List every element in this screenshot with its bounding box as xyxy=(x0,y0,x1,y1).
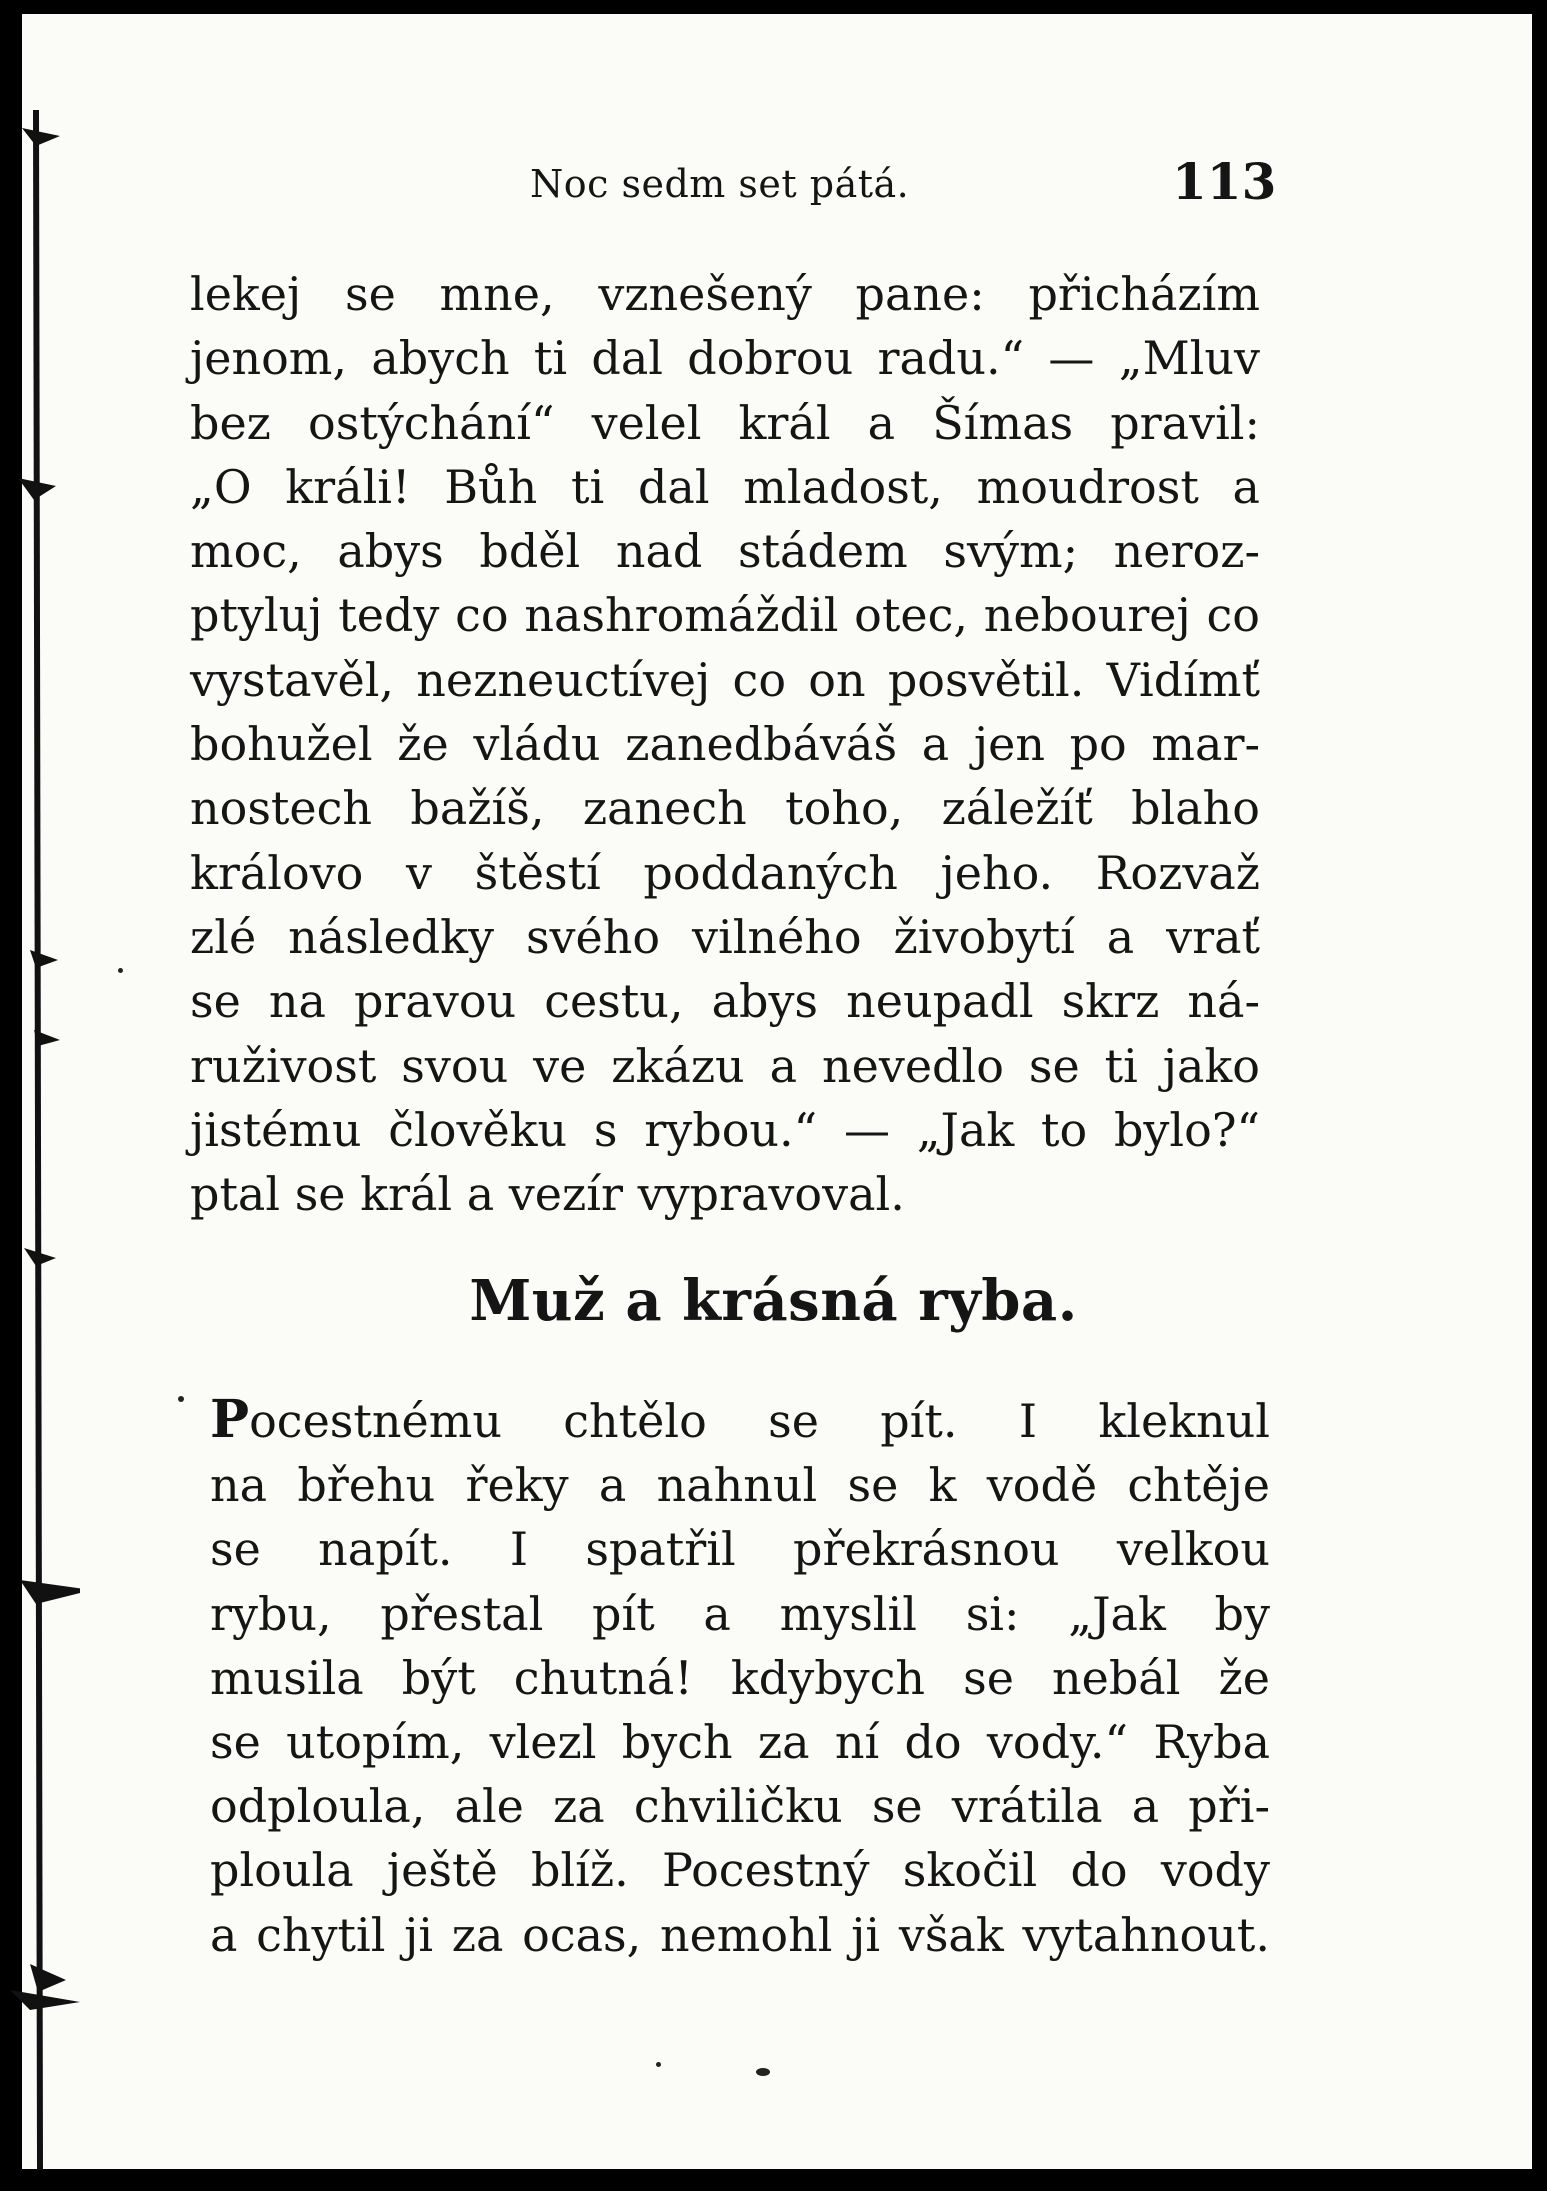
text-line: se na pravou cestu, abys neupadl skrz ná- xyxy=(190,974,1260,1029)
text-line: bez ostýchání“ velel král a Šímas pravil: xyxy=(190,395,1260,450)
ink-speck xyxy=(178,1396,184,1402)
text-line: lekej se mne, vznešený pane: přicházím xyxy=(190,267,1260,321)
story-paragraph xyxy=(210,1388,1270,1967)
text-line: musila být chutná! kdybych se nebál že xyxy=(210,1650,1270,1705)
text-line: bohužel že vládu zanedbáváš a jen po mar- xyxy=(190,717,1260,772)
text-line: vystavěl, nezneuctívej co on posvětil. Vidímť xyxy=(190,652,1260,707)
text-line: zlé následky svého vilného živobytí a vrať xyxy=(190,909,1260,964)
text-line: moc, abys bděl nad stádem svým; neroz- xyxy=(190,524,1260,579)
text-line: odploula, ale za chviličku se vrátila a při- xyxy=(210,1779,1270,1834)
text-line: rybu, přestal pít a myslil si: „Jak by xyxy=(210,1586,1270,1641)
running-title: Noc sedm set pátá. xyxy=(530,162,910,206)
text-line: ploula ještě blíž. Pocestný skočil do vody xyxy=(210,1843,1270,1898)
paragraph-continuation xyxy=(190,262,1260,1226)
text-line: nostech bažíš, zanech toho, záležíť blaho xyxy=(190,781,1260,836)
text-line: ptal se král a vezír vypravoval. xyxy=(190,1167,905,1222)
section-title: Muž a krásná ryba. xyxy=(469,1268,1078,1334)
text-line: a chytil ji za ocas, nemohl ji však vytahnout. xyxy=(210,1907,1270,1962)
first-line-text: ocestnému chtělo se pít. I kleknul xyxy=(249,1394,1270,1448)
text-line: na břehu řeky a nahnul se k vodě chtěje xyxy=(210,1458,1270,1513)
text-line-first xyxy=(210,1388,1270,1453)
text-line: „O králi! Bůh ti dal mladost, moudrost a xyxy=(190,459,1260,514)
text-line: ruživost svou ve zkázu a nevedlo se ti jako xyxy=(190,1038,1260,1093)
page-number: 113 xyxy=(1172,152,1277,211)
text-line: se utopím, vlezl bych za ní do vody.“ Ryba xyxy=(210,1715,1270,1770)
ink-speck xyxy=(118,968,123,973)
text-line: královo v štěstí poddaných jeho. Rozvaž xyxy=(190,845,1260,900)
ink-speck xyxy=(656,2062,661,2067)
text-line: se napít. I spatřil překrásnou velkou xyxy=(210,1522,1270,1577)
dropcap: P xyxy=(210,1389,250,1450)
ink-speck xyxy=(756,2068,770,2076)
text-line: jenom, abych ti dal dobrou radu.“ — „Mluv xyxy=(190,331,1260,386)
text-line: ptyluj tedy co nashromáždil otec, nebourej co xyxy=(190,588,1260,643)
text-line: jistému člověku s rybou.“ — „Jak to bylo?“ xyxy=(190,1102,1260,1157)
